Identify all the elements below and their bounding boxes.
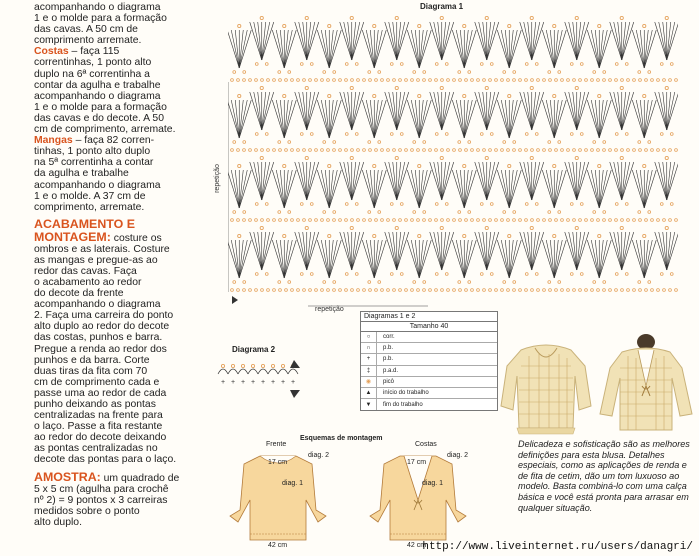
text-line: do decote da frente — [34, 288, 124, 300]
legend-row — [361, 343, 497, 354]
text-line: cm de comprimento cada e — [34, 376, 160, 388]
costas-top-dim: 17 cm — [407, 459, 427, 466]
legend-size: Tamanho 40 — [361, 322, 497, 332]
costas-block — [34, 46, 204, 135]
costas-heading: Costas — [34, 46, 69, 58]
text-line: punho deixando as pontas — [34, 398, 156, 410]
blouse-photo-back — [594, 334, 696, 438]
front-schematic — [230, 456, 326, 540]
text-line: 1 e o molde para a formação — [34, 13, 167, 25]
text-line: 5 x 5 cm (agulha para crochê — [34, 483, 169, 495]
amostra-block — [34, 471, 204, 528]
repeat-label-horizontal: repetição — [315, 306, 344, 313]
diagram2-title: Diagrama 2 — [232, 345, 276, 354]
svg-text:+: + — [221, 379, 226, 386]
text-line: acompanhando o diagrama — [34, 2, 161, 13]
acabamento-block — [34, 218, 204, 466]
legend-row — [361, 332, 497, 343]
legend-symbol: ▼ — [361, 399, 377, 410]
frente-label: Frente — [266, 441, 287, 448]
legend-label: corr. — [383, 334, 395, 341]
text-line: 2. Faça uma carreira do ponto — [34, 310, 174, 322]
repeat-label-vertical: repetição — [213, 164, 221, 193]
costas-bottom-dim: 42 cm — [407, 542, 427, 549]
text-line: comprimento, arremate. — [34, 201, 145, 213]
svg-text:+: + — [261, 379, 266, 386]
text-line: na 5ª correntinha a contar — [34, 157, 154, 169]
text-line: punhos e da barra. Corte — [34, 354, 150, 366]
mangas-block — [34, 135, 204, 213]
text-line: das costas, punhos e barra. — [34, 332, 163, 344]
symbol-legend — [360, 311, 498, 411]
intro-block — [34, 2, 204, 46]
text-line: – faça 115 — [68, 46, 120, 58]
costas-label: Costas — [415, 441, 437, 448]
text-line: as pontas centralizadas no — [34, 443, 158, 455]
text-line: Pregue a renda ao redor dos — [34, 343, 167, 355]
legend-label: p.b. — [383, 345, 394, 352]
legend-row — [361, 388, 497, 399]
text-line: acompanhando o diagrama — [34, 299, 161, 311]
text-line: tinhas, 1 ponto alto duplo — [34, 146, 151, 158]
svg-text:+: + — [231, 379, 236, 386]
text-line: redor das cavas. Faça — [34, 265, 137, 277]
back-schematic — [370, 456, 466, 540]
text-line: o acabamento ao redor — [34, 276, 142, 288]
source-url: http://www.liveinternet.ru/users/danagri/ — [422, 541, 693, 553]
legend-symbol: ‡ — [361, 366, 377, 376]
legend-label: fim do trabalho — [383, 401, 423, 408]
legend-label: p.a.d. — [383, 367, 399, 374]
frente-bottom-dim: 42 cm — [268, 542, 288, 549]
legend-row — [361, 399, 497, 410]
legend-row — [361, 366, 497, 377]
costas-diag1-label: diag. 1 — [422, 480, 444, 487]
amostra-heading: AMOSTRA: — [34, 469, 101, 484]
instructions-column — [34, 2, 204, 528]
text-line: medidos sobre o ponto — [34, 505, 140, 517]
text-line: as mangas e pregue-as ao — [34, 254, 158, 266]
text-line: passe uma ao redor de cada — [34, 387, 167, 399]
crochet-diagram-1 — [228, 12, 678, 308]
legend-row — [361, 377, 497, 388]
svg-text:+: + — [271, 379, 276, 386]
text-line: 1 e o molde para a formação — [34, 101, 167, 113]
text-line: – faça 82 corren- — [72, 135, 155, 147]
acabamento-heading: ACABAMENTO E — [34, 216, 135, 231]
legend-symbol: ◉ — [361, 377, 377, 387]
legend-label: p.b. — [383, 356, 394, 363]
montagem-heading: MONTAGEM: — [34, 229, 111, 244]
frente-top-dim: 17 cm — [268, 459, 288, 466]
frente-diag1-label: diag. 1 — [282, 480, 304, 487]
blouse-photo-front — [499, 336, 593, 436]
diagram1-title: Diagrama 1 — [420, 2, 464, 11]
crochet-diagram-2 — [210, 354, 310, 400]
photo-caption: Delicadeza e sofisticação são as melhores definições para esta blusa. Detalhes especiais, como as aplicações de renda e de fita de cetim, dão um tom luxuoso ao modelo. Basta combiná-lo com uma calça básica e você está pronta para arrasar em qualquer situação. — [518, 439, 690, 513]
legend-label: início do trabalho — [383, 390, 429, 397]
legend-symbol: + — [361, 354, 377, 364]
mangas-heading: Mangas — [34, 135, 73, 147]
legend-header: Diagramas 1 e 2 — [361, 312, 497, 322]
text-line: duas tiras da fita com 70 — [34, 365, 148, 377]
text-line: das cavas. A 50 cm de — [34, 24, 138, 36]
legend-symbol: ∩ — [361, 343, 377, 353]
text-line: costure os — [110, 232, 162, 244]
costas-diag2-label: diag. 2 — [447, 452, 469, 459]
schematics-title: Esquemas de montagem — [300, 435, 383, 442]
text-line: o laço. Passe a fita restante — [34, 421, 163, 433]
text-line: comprimento arremate. — [34, 35, 142, 47]
frente-diag2-label: diag. 2 — [308, 452, 330, 459]
text-line: ombros e as laterais. Costure — [34, 243, 170, 255]
text-line: decote das pontas para o laço. — [34, 454, 177, 466]
legend-symbol: ▲ — [361, 388, 377, 398]
text-line: um quadrado de — [100, 472, 180, 484]
text-line: cm de comprimento, arremate. — [34, 124, 176, 136]
text-line: correntinhas, 1 ponto alto — [34, 57, 152, 69]
text-line: acompanhando o diagrama — [34, 179, 161, 191]
text-line: contar da agulha e trabalhe — [34, 79, 161, 91]
legend-row — [361, 354, 497, 365]
text-line: ao redor do decote deixando — [34, 432, 167, 444]
text-line: duplo na 6ª correntinha a — [34, 68, 150, 80]
text-line: centralizadas na frente para — [34, 410, 163, 422]
text-line: alto duplo. — [34, 516, 82, 528]
text-line: acompanhando o diagrama — [34, 90, 161, 102]
assembly-schematics — [200, 440, 520, 552]
text-line: nº 2) = 9 pontos x 3 carreiras — [34, 494, 168, 506]
text-line: alto duplo ao redor do decote — [34, 321, 170, 333]
svg-text:+: + — [241, 379, 246, 386]
legend-label: picô — [383, 378, 395, 385]
svg-text:+: + — [251, 379, 256, 386]
text-line: da agulha e trabalhe — [34, 168, 129, 180]
text-line: 1 e o molde. A 37 cm de — [34, 190, 146, 202]
svg-text:+: + — [291, 379, 296, 386]
text-line: das cavas e do decote. A 50 — [34, 112, 164, 124]
svg-text:+: + — [281, 379, 286, 386]
legend-symbol: ○ — [361, 332, 377, 342]
